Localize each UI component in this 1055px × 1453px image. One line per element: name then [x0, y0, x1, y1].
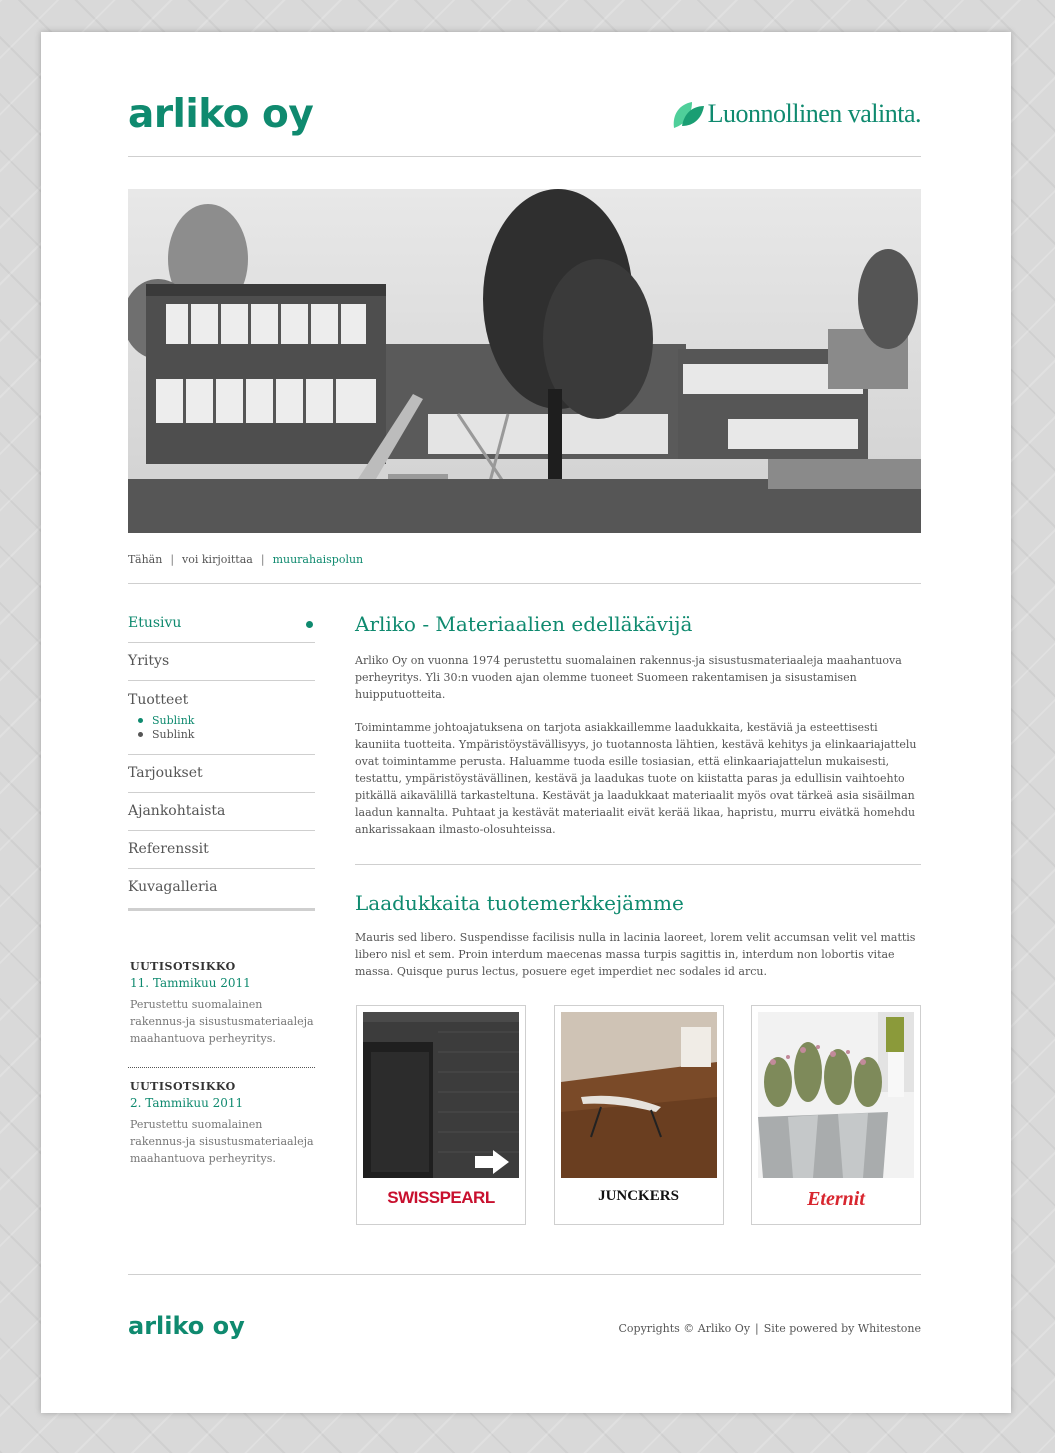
sidebar-item-label: Ajankohtaista: [128, 803, 226, 819]
sidebar-item-kuvagalleria[interactable]: [128, 869, 315, 906]
brand-image: [561, 1012, 717, 1178]
hero-image: [128, 189, 921, 533]
breadcrumb-divider: [128, 583, 921, 584]
news-date: 11. Tammikuu 2011: [130, 976, 251, 990]
sidebar-item-label: Tuotteet: [128, 692, 189, 708]
brand-list: [356, 1005, 921, 1225]
intro-paragraph: Arliko Oy on vuonna 1974 perustettu suomalainen rakennus-ja sisustusmateriaaleja maahantuova perheyritys. Yli 30:n vuoden ajan olemme tuoneet Suomeen rakentamisen ja sisustamisen huipputuotteita.: [355, 654, 902, 701]
news-item[interactable]: [128, 960, 315, 1057]
school-building-photo: [128, 189, 921, 533]
footer-logo[interactable]: arliko oy: [128, 1312, 245, 1340]
sidebar-nav: [128, 605, 315, 911]
brand-image: [363, 1012, 519, 1178]
main-content: [355, 612, 921, 980]
sidebar-item-label: Etusivu: [128, 615, 182, 631]
sidebar-item-etusivu[interactable]: [128, 605, 315, 643]
sidebar-bottom-bar: [128, 908, 315, 911]
tagline-text: Luonnollinen valinta.: [707, 99, 921, 128]
active-dot-icon: [306, 621, 313, 628]
powered-by-link[interactable]: Site powered by Whitestone: [763, 1322, 921, 1335]
brand-logo: Eternit: [807, 1188, 865, 1210]
sidebar-item-label: Referenssit: [128, 841, 209, 857]
site-logo[interactable]: arliko oy: [128, 92, 314, 137]
news-divider: [128, 1067, 315, 1068]
brand-card-swisspearl[interactable]: [356, 1005, 526, 1225]
sidebar-item-tarjoukset[interactable]: [128, 755, 315, 793]
tagline: [670, 98, 921, 130]
brand-image: [758, 1012, 914, 1178]
breadcrumb: Tähän | voi kirjoittaa | muurahaispolun: [128, 553, 364, 566]
breadcrumb-item[interactable]: Tähän: [128, 553, 163, 566]
sublink-item[interactable]: Sublink: [138, 714, 315, 728]
news-item[interactable]: [128, 1080, 315, 1177]
news-date: 2. Tammikuu 2011: [130, 1096, 244, 1110]
sidebar-item-label: Tarjoukset: [128, 765, 203, 781]
page-title: Arliko - Materiaalien edelläkävijä: [355, 612, 693, 636]
sidebar-item-referenssit[interactable]: [128, 831, 315, 869]
section-paragraph: Mauris sed libero. Suspendisse facilisis nulla in lacinia laoreet, lorem velit accumsan velit vel mattis libero nisl et sem. Proin interdum maecenas massa turpis sagittis in, interdum non lobortis vitae massa. Quisque purus lectus, posuere eget imperdiet nec sodales id arcu.: [355, 931, 916, 978]
copyright-text: Copyrights © Arliko Oy: [618, 1322, 751, 1335]
breadcrumb-current[interactable]: muurahaispolun: [272, 553, 364, 566]
sublink-list: [138, 714, 315, 742]
brand-logo: JUNCKERS: [598, 1188, 679, 1204]
content-divider: [355, 864, 921, 865]
page: [41, 32, 1011, 1413]
footer-copyright: Copyrights © Arliko Oy | Site powered by Whitestone: [618, 1322, 921, 1335]
news-list: [128, 960, 315, 1177]
breadcrumb-item[interactable]: voi kirjoittaa: [182, 553, 253, 566]
body-paragraph: Toimintamme johtoajatuksena on tarjota asiakkaillemme laadukkaita, kestäviä ja esteettisesti kauniita tuotteita. Ympäristöystävällisyys, jo tuotannosta lähtien, kestävä kehitys ja elinkaariajattelu ovat toimintamme perusta. Haluamme tuoda esille tosiasian, että elinkaariajattelun mukaisesti, testattu, ympäristöystävällinen, kestävä ja laadukas tuote on kiistatta paras ja edullisin vaihtoehto pitkällä aikavälillä tarkasteltuna. Kestävät ja laadukkaat materiaalit myös ovat tärkeä asia sisäilman laadun kannalta. Puhtaat ja kestävät materiaalit eivät kerää likaa, hapristu, murru eivätkä homehdu ankarissakaan ilmasto-olosuhteissa.: [355, 721, 917, 836]
header-divider: [128, 156, 921, 157]
brand-card-eternit[interactable]: [751, 1005, 921, 1225]
footer-divider: [128, 1274, 921, 1275]
sidebar-item-label: Yritys: [128, 653, 170, 669]
sidebar-item-yritys[interactable]: [128, 643, 315, 681]
section-title: Laadukkaita tuotemerkkejämme: [355, 891, 684, 915]
news-title[interactable]: UUTISOTSIKKO: [130, 960, 236, 973]
sidebar-item-tuotteet[interactable]: [128, 681, 315, 755]
news-text: Perustettu suomalainen rakennus-ja sisustusmateriaaleja maahantuova perheyritys.: [130, 1118, 314, 1165]
brand-card-junckers[interactable]: [554, 1005, 724, 1225]
news-title[interactable]: UUTISOTSIKKO: [130, 1080, 236, 1093]
news-text: Perustettu suomalainen rakennus-ja sisustusmateriaaleja maahantuova perheyritys.: [130, 998, 314, 1045]
sublink-item[interactable]: Sublink: [138, 728, 315, 742]
brand-logo: SWISSPEARL: [387, 1188, 495, 1207]
sidebar-item-label: Kuvagalleria: [128, 879, 218, 895]
sidebar-item-ajankohtaista[interactable]: [128, 793, 315, 831]
leaf-icon: [670, 98, 706, 130]
